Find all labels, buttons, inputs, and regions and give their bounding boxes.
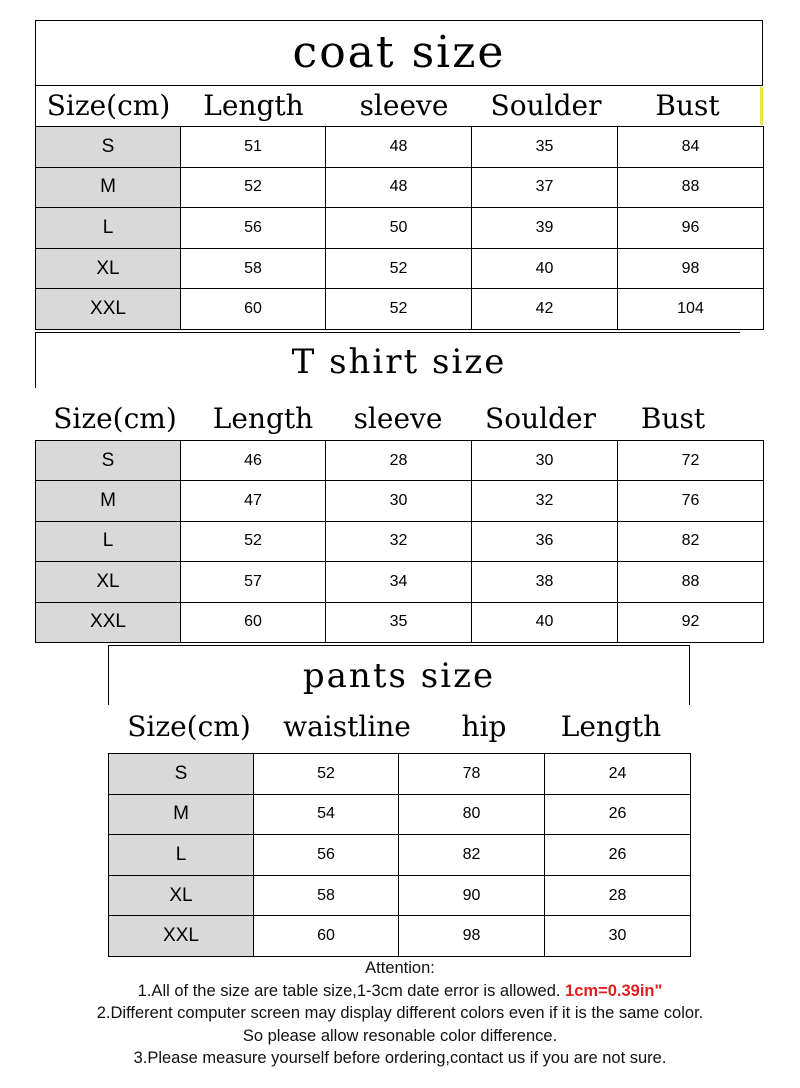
attention-line-3: So please allow resonable color difference. — [242, 1026, 558, 1045]
coat-header-size: Size(cm) — [46, 89, 171, 122]
coat-table-row — [36, 208, 764, 249]
coat-table-row — [36, 248, 764, 289]
tshirt-value-cell: 88 — [618, 562, 764, 602]
tshirt-header-length: Length — [212, 402, 314, 435]
pants-value-cell: 26 — [545, 794, 691, 835]
tshirt-top-border — [35, 332, 740, 333]
pants-value-cell: 90 — [399, 875, 545, 916]
coat-value-cell: 98 — [618, 248, 764, 289]
coat-header-row — [36, 86, 765, 126]
pants-table-row — [109, 875, 691, 916]
tshirt-size-cell: M — [36, 481, 181, 521]
tshirt-table-row — [36, 562, 764, 602]
tshirt-value-cell: 82 — [618, 521, 764, 561]
pants-value-cell: 82 — [399, 835, 545, 876]
coat-header-bust: Bust — [655, 89, 720, 122]
coat-value-cell: 39 — [472, 208, 618, 249]
pants-header-row — [116, 706, 686, 748]
pants-value-cell: 26 — [545, 835, 691, 876]
pants-value-cell: 52 — [254, 754, 399, 795]
tshirt-size-cell: S — [36, 441, 181, 481]
pants-size-cell: XL — [109, 875, 254, 916]
tshirt-value-cell: 32 — [326, 521, 472, 561]
coat-size-cell: M — [36, 167, 181, 208]
tshirt-table-row — [36, 441, 764, 481]
tshirt-value-cell: 46 — [181, 441, 326, 481]
tshirt-value-cell: 34 — [326, 562, 472, 602]
pants-size-cell: S — [109, 754, 254, 795]
pants-header-size: Size(cm) — [127, 710, 251, 743]
coat-value-cell: 104 — [618, 289, 764, 330]
coat-value-cell: 51 — [181, 127, 326, 168]
pants-table-row — [109, 754, 691, 795]
pants-value-cell: 58 — [254, 875, 399, 916]
tshirt-value-cell: 60 — [181, 602, 326, 642]
attention-line-1-text: 1.All of the size are table size,1-3cm date error is allowed. — [137, 981, 561, 1000]
conversion-highlight: 1cm=0.39in" — [565, 981, 663, 1000]
coat-value-cell: 35 — [472, 127, 618, 168]
tshirt-value-cell: 30 — [326, 481, 472, 521]
tshirt-title: T shirt size — [291, 342, 507, 382]
pants-value-cell: 30 — [545, 916, 691, 957]
pants-value-cell: 28 — [545, 875, 691, 916]
pants-table-row — [109, 794, 691, 835]
tshirt-header-row — [42, 398, 723, 440]
tshirt-value-cell: 92 — [618, 602, 764, 642]
attention-line-1 — [0, 980, 800, 1003]
coat-size-cell: L — [36, 208, 181, 249]
tshirt-size-cell: XL — [36, 562, 181, 602]
pants-header-hip: hip — [461, 710, 507, 743]
tshirt-value-cell: 47 — [181, 481, 326, 521]
coat-value-cell: 96 — [618, 208, 764, 249]
attention-line-4: 3.Please measure yourself before ordering,contact us if you are not sure. — [133, 1049, 667, 1068]
tshirt-size-table — [35, 440, 764, 643]
coat-table-row — [36, 289, 764, 330]
coat-size-cell: S — [36, 127, 181, 168]
pants-size-cell: XXL — [109, 916, 254, 957]
tshirt-table-row — [36, 521, 764, 561]
pants-value-cell: 24 — [545, 754, 691, 795]
coat-value-cell: 52 — [326, 248, 472, 289]
pants-title-box — [108, 645, 690, 705]
tshirt-value-cell: 40 — [472, 602, 618, 642]
pants-value-cell: 78 — [399, 754, 545, 795]
tshirt-value-cell: 76 — [618, 481, 764, 521]
tshirt-value-cell: 35 — [326, 602, 472, 642]
tshirt-value-cell: 36 — [472, 521, 618, 561]
attention-line-2: 2.Different computer screen may display different colors even if it is the same color. — [96, 1004, 704, 1023]
pants-header-waistline: waistline — [283, 710, 411, 743]
coat-header-soulder: Soulder — [490, 89, 602, 122]
tshirt-table-row — [36, 481, 764, 521]
pants-size-cell: M — [109, 794, 254, 835]
coat-value-cell: 56 — [181, 208, 326, 249]
tshirt-value-cell: 28 — [326, 441, 472, 481]
coat-value-cell: 88 — [618, 167, 764, 208]
coat-value-cell: 48 — [326, 167, 472, 208]
coat-table-row — [36, 127, 764, 168]
tshirt-header-size: Size(cm) — [53, 402, 177, 435]
coat-size-table — [35, 126, 764, 330]
coat-value-cell: 40 — [472, 248, 618, 289]
coat-title-box — [35, 20, 763, 86]
tshirt-value-cell: 72 — [618, 441, 764, 481]
pants-value-cell: 54 — [254, 794, 399, 835]
tshirt-header-bust: Bust — [640, 402, 706, 435]
coat-value-cell: 52 — [181, 167, 326, 208]
coat-size-cell: XL — [36, 248, 181, 289]
coat-table-row — [36, 167, 764, 208]
pants-header-length: Length — [560, 710, 662, 743]
pants-table-row — [109, 916, 691, 957]
tshirt-value-cell: 38 — [472, 562, 618, 602]
coat-header-sleeve: sleeve — [359, 89, 449, 122]
pants-table-row — [109, 835, 691, 876]
attention-notes — [0, 957, 800, 1070]
coat-value-cell: 50 — [326, 208, 472, 249]
attention-heading: Attention: — [365, 959, 435, 977]
tshirt-value-cell: 30 — [472, 441, 618, 481]
tshirt-size-cell: XXL — [36, 602, 181, 642]
coat-value-cell: 58 — [181, 248, 326, 289]
coat-header-length: Length — [203, 89, 304, 122]
pants-size-table — [108, 753, 691, 957]
tshirt-header-sleeve: sleeve — [353, 402, 443, 435]
coat-value-cell: 48 — [326, 127, 472, 168]
coat-value-cell: 52 — [326, 289, 472, 330]
pants-size-cell: L — [109, 835, 254, 876]
coat-value-cell: 60 — [181, 289, 326, 330]
coat-value-cell: 84 — [618, 127, 764, 168]
pants-title: pants size — [302, 656, 496, 696]
coat-size-cell: XXL — [36, 289, 181, 330]
coat-value-cell: 37 — [472, 167, 618, 208]
tshirt-value-cell: 32 — [472, 481, 618, 521]
coat-title: coat size — [292, 27, 506, 78]
pants-value-cell: 60 — [254, 916, 399, 957]
coat-value-cell: 42 — [472, 289, 618, 330]
pants-value-cell: 56 — [254, 835, 399, 876]
tshirt-size-cell: L — [36, 521, 181, 561]
tshirt-value-cell: 57 — [181, 562, 326, 602]
pants-value-cell: 98 — [399, 916, 545, 957]
pants-value-cell: 80 — [399, 794, 545, 835]
tshirt-table-row — [36, 602, 764, 642]
tshirt-value-cell: 52 — [181, 521, 326, 561]
tshirt-header-soulder: Soulder — [485, 402, 596, 435]
